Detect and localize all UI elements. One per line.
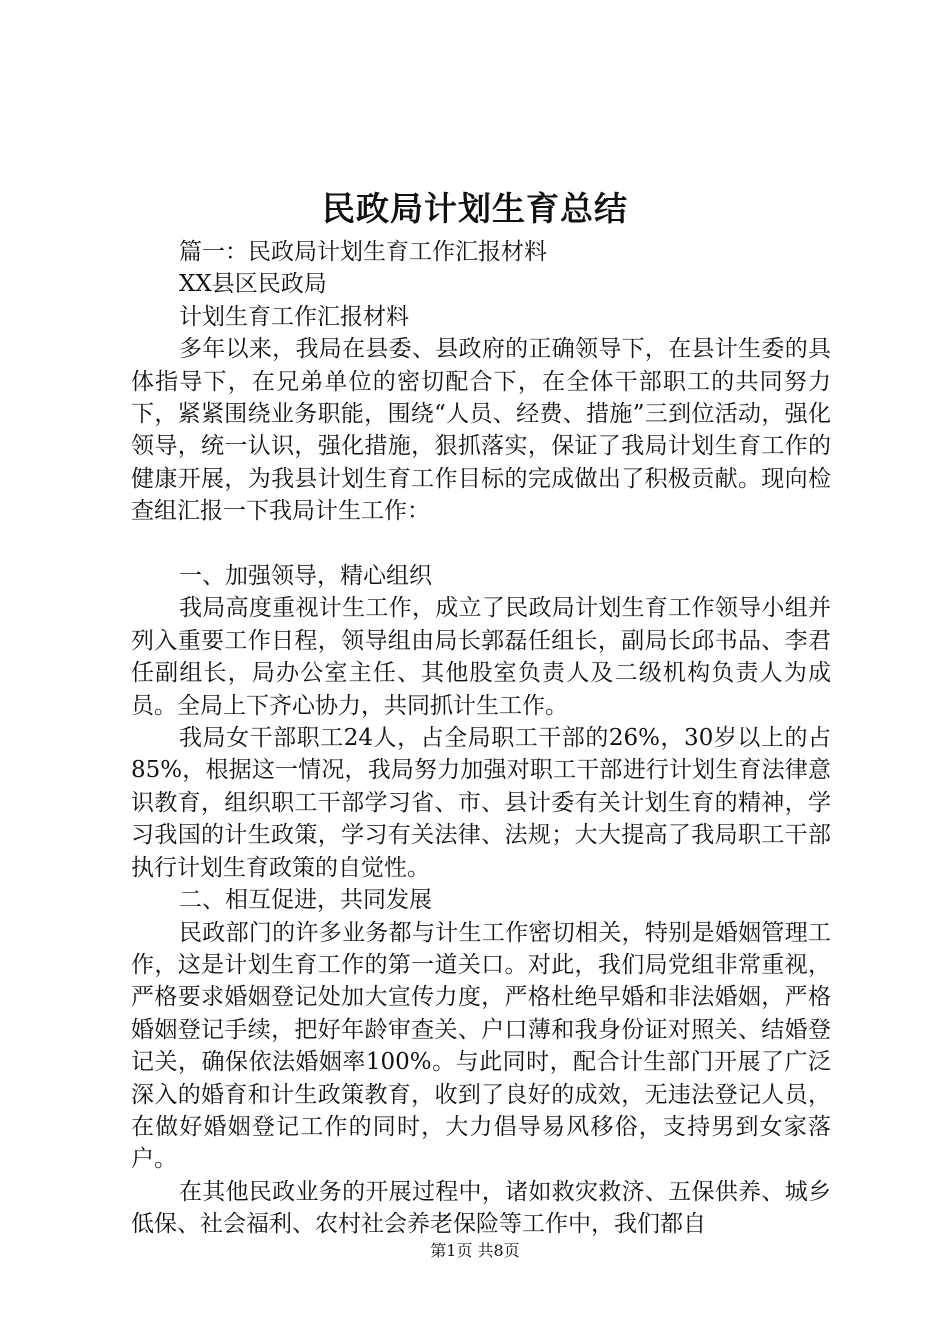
paragraph-subtitle: 篇一：民政局计划生育工作汇报材料 (179, 239, 547, 265)
paragraph-report-name: 计划生育工作汇报材料 (179, 303, 409, 330)
paragraph-staff: 我局女干部职工24人，占全局职工干部的26%，30岁以上的占85%，根据这一情况，我局努力加强对职工干部进行计划生育法律意识教育，组织职工干部学习省、市、县计委有关计划生育的精神，学习我国的计生政策，学习有关法律、法规；大大提高了我局职工干部执行计划生育政策的自觉性。 (131, 725, 831, 881)
document-body (131, 236, 831, 1241)
document-title: 民政局计划生育总结 (322, 189, 628, 228)
paragraph-intro: 多年以来，我局在县委、县政府的正确领导下，在县计生委的具体指导下，在兄弟单位的密切配合下，在全体干部职工的共同努力下，紧紧围绕业务职能，围绕“人员、经费、措施”三到位活动，强化领导，统一认识，强化措施，狠抓落实，保证了我局计划生育工作的健康开展，为我县计划生育工作目标的完成做出了积极贡献。现向检查组汇报一下我局计生工作： (131, 336, 831, 525)
paragraph-organization: XX县区民政局 (179, 271, 327, 298)
section-heading-2: 二、相互促进，共同发展 (179, 887, 432, 914)
paragraph-leadership: 我局高度重视计生工作，成立了民政局计划生育工作领导小组并列入重要工作日程，领导组由局长郭磊任组长，副局长邱书品、李君任副组长，局办公室主任、其他股室负责人及二级机构负责人为成员。全局上下齐心协力，共同抓计生工作。 (131, 595, 831, 719)
page-footer: 第1页 共8页 (430, 1241, 520, 1260)
paragraph-other-services: 在其他民政业务的开展过程中，诸如救灾救济、五保供养、城乡低保、社会福利、农村社会养老保险等工作中，我们都自 (131, 1178, 831, 1238)
paragraph-marriage: 民政部门的许多业务都与计生工作密切相关，特别是婚姻管理工作，这是计划生育工作的第一道关口。对此，我们局党组非常重视，严格要求婚姻登记处加大宣传力度，严格杜绝早婚和非法婚姻，严格婚姻登记手续，把好年龄审查关、户口薄和我身份证对照关、结婚登记关，确保依法婚姻率100%。与此同时，配合计生部门开展了广泛深入的婚育和计生政策教育，收到了良好的成效，无违法登记人员，在做好婚姻登记工作的同时，大力倡导易风移俗，支持男到女家落户。 (131, 919, 831, 1173)
section-heading-1: 一、加强领导，精心组织 (179, 563, 432, 590)
